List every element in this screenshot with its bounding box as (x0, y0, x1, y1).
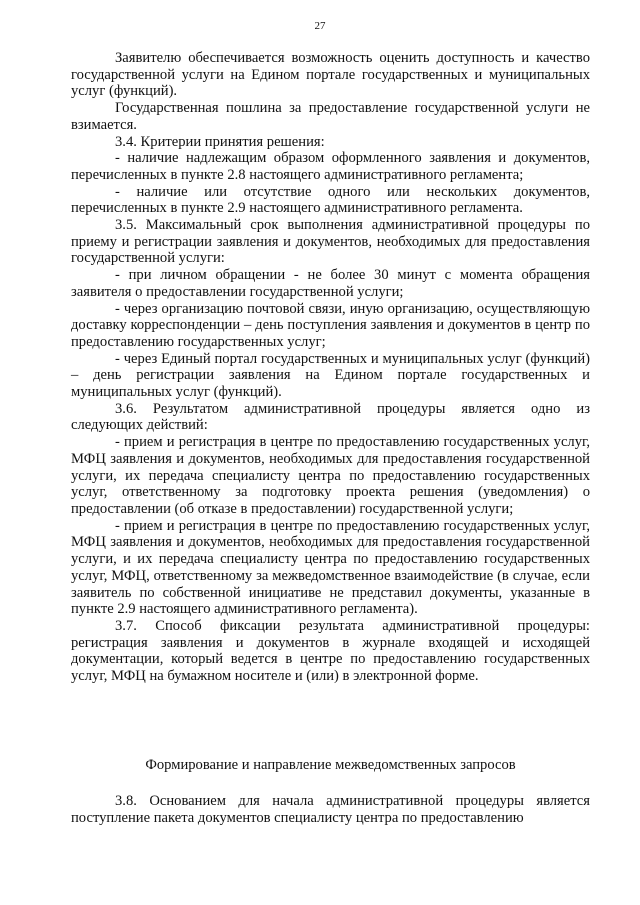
paragraph: 3.5. Максимальный срок выполнения административной процедуры по приему и регистрации заявления и документов, необходимых для предоставления государственной услуги: (71, 217, 590, 267)
paragraph: - прием и регистрация в центре по предоставлению государственных услуг, МФЦ заявления и документов, необходимых для предоставления государственной услуги, и их передача специалисту центра по предоставлению государственных услуг, МФЦ, ответственному за межведомственное взаимодействие (в случае, если заявитель по собственной инициативе не представил документы, указанные в пункте 2.9 настоящего административного регламента). (71, 517, 590, 618)
paragraph: Заявителю обеспечивается возможность оценить доступность и качество государственной услуги на Едином портале государственных и муниципальных услуг (функций). (71, 50, 590, 100)
paragraph: 3.7. Способ фиксации результата административной процедуры: регистрация заявления и документов в журнале входящей и исходящей документации, который ведется в центре по предоставлению государственных услуг, МФЦ на бумажном носителе и (или) в электронной форме. (71, 617, 590, 685)
document-body (71, 50, 590, 685)
paragraph: Государственная пошлина за предоставление государственной услуги не взимается. (71, 100, 590, 133)
paragraph: 3.8. Основанием для начала административной процедуры является поступление пакета документов специалисту центра по предоставлению (71, 793, 590, 826)
paragraph: - наличие надлежащим образом оформленного заявления и документов, перечисленных в пункте 2.8 настоящего административного регламента; (71, 150, 590, 183)
paragraph: - прием и регистрация в центре по предоставлению государственных услуг, МФЦ заявления и документов, необходимых для предоставления государственной услуги, их передача специалисту центра по предоставлению государственных услуг, ответственному за подготовку проекта решения (уведомления) о предоставлении (об отказе в предоставлении) государственной услуги; (71, 434, 590, 517)
page-number: 27 (314, 20, 326, 32)
paragraph: 3.6. Результатом административной процедуры является одно из следующих действий: (71, 400, 590, 434)
paragraph: - наличие или отсутствие одного или нескольких документов, перечисленных в пункте 2.9 настоящего административного регламента. (71, 183, 590, 217)
section-heading: Формирование и направление межведомственных запросов (145, 757, 516, 773)
paragraph: - при личном обращении - не более 30 минут с момента обращения заявителя о предоставлении государственной услуги; (71, 267, 590, 300)
document-body-continued (71, 793, 590, 826)
paragraph: 3.4. Критерии принятия решения: (115, 133, 325, 150)
paragraph: - через Единый портал государственных и муниципальных услуг (функций) – день регистрации заявления на Едином портале государственных и муниципальных услуг (функций). (71, 350, 590, 401)
paragraph: - через организацию почтовой связи, иную организацию, осуществляющую доставку корреспонденции – день поступления заявления и документов в центр по предоставлению государственных услуг; (71, 300, 590, 350)
